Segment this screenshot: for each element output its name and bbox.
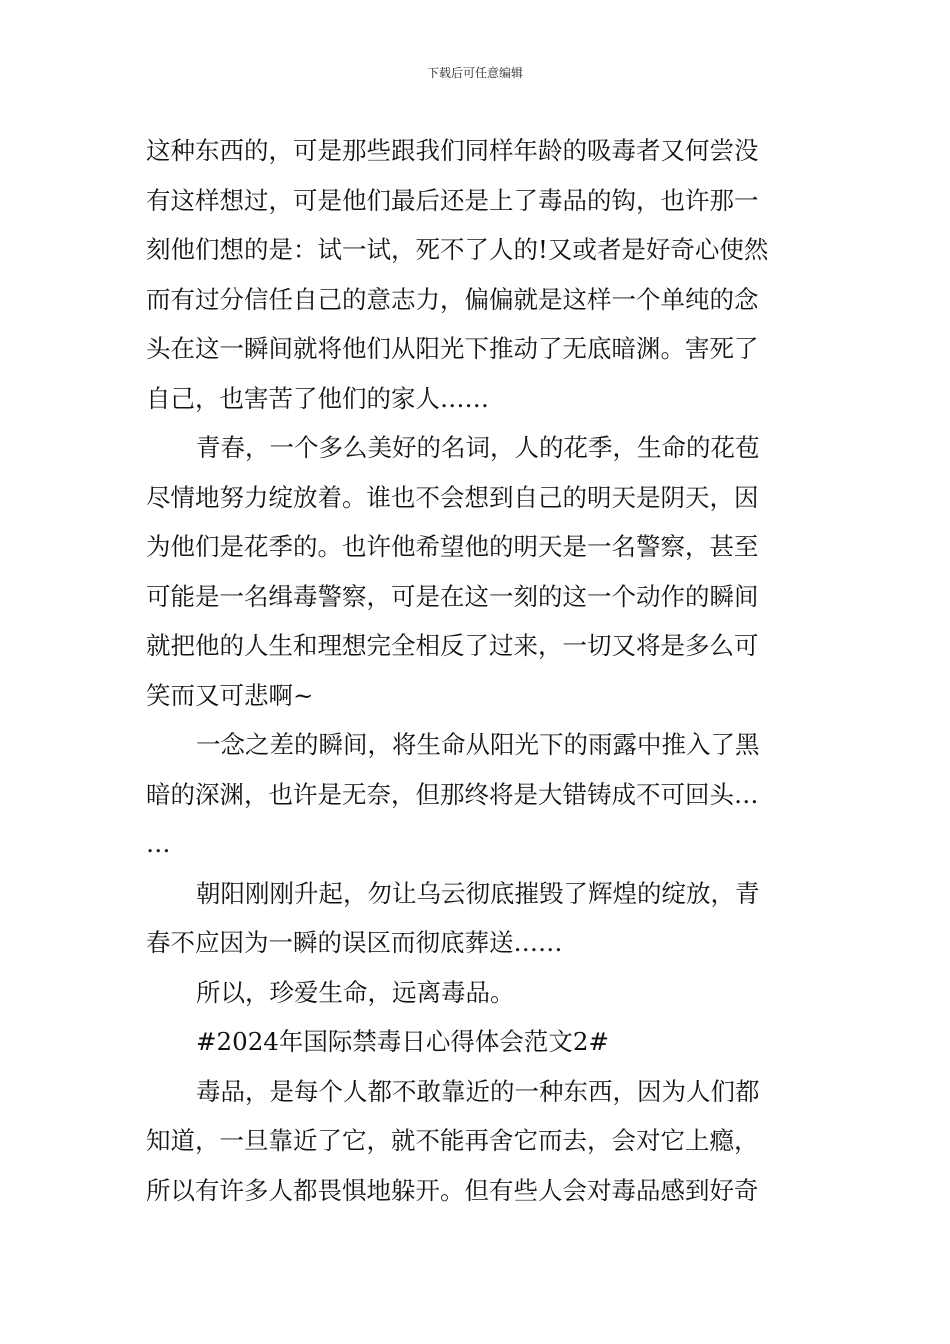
text-line: 可能是一名缉毒警察，可是在这一刻的这一个动作的瞬间	[146, 581, 759, 611]
text-line: 这种东西的，可是那些跟我们同样年龄的吸毒者又何尝没	[146, 136, 759, 165]
text-line: 朝阳刚刚升起，勿让乌云彻底摧毁了辉煌的绽放，青	[196, 878, 760, 908]
text-line: 青春，一个多么美好的名词，人的花季，生命的花苞	[196, 433, 760, 462]
text-line: 刻他们想的是：试一试，死不了人的!又或者是好奇心使然	[146, 235, 769, 264]
text-line: 一念之差的瞬间，将生命从阳光下的雨露中推入了黑	[196, 730, 760, 759]
text-line: 就把他的人生和理想完全相反了过来，一切又将是多么可	[146, 631, 759, 660]
text-line: 自己，也害苦了他们的家人……	[146, 383, 489, 413]
text-line: 知道，一旦靠近了它，就不能再舍它而去，会对它上瘾，	[146, 1126, 759, 1155]
text-line: …	[146, 829, 171, 858]
text-line: 笑而又可悲啊~	[146, 680, 314, 710]
text-line: 暗的深渊，也许是无奈，但那终将是大错铸成不可回头…	[146, 779, 759, 809]
text-line: 为他们是花季的。也许他希望他的明天是一名警察，甚至	[146, 532, 759, 561]
text-line: 而有过分信任自己的意志力，偏偏就是这样一个单纯的念	[146, 284, 759, 314]
text-line: 所以，珍爱生命，远离毒品。	[196, 977, 515, 1007]
section-heading: #2024年国际禁毒日心得体会范文2#	[196, 1027, 609, 1056]
document-body	[146, 126, 808, 1215]
text-line: 毒品，是每个人都不敢靠近的一种东西，因为人们都	[196, 1076, 760, 1106]
text-line: 春不应因为一瞬的误区而彻底葬送……	[146, 928, 563, 957]
text-line: 头在这一瞬间就将他们从阳光下推动了无底暗渊。害死了	[146, 334, 759, 363]
text-line: 尽情地努力绽放着。谁也不会想到自己的明天是阴天，因	[146, 482, 759, 512]
header-note: 下载后可任意编辑	[426, 66, 523, 80]
text-line: 有这样想过，可是他们最后还是上了毒品的钩，也许那一	[146, 185, 759, 215]
text-line: 所以有许多人都畏惧地躲开。但有些人会对毒品感到好奇	[146, 1175, 759, 1205]
